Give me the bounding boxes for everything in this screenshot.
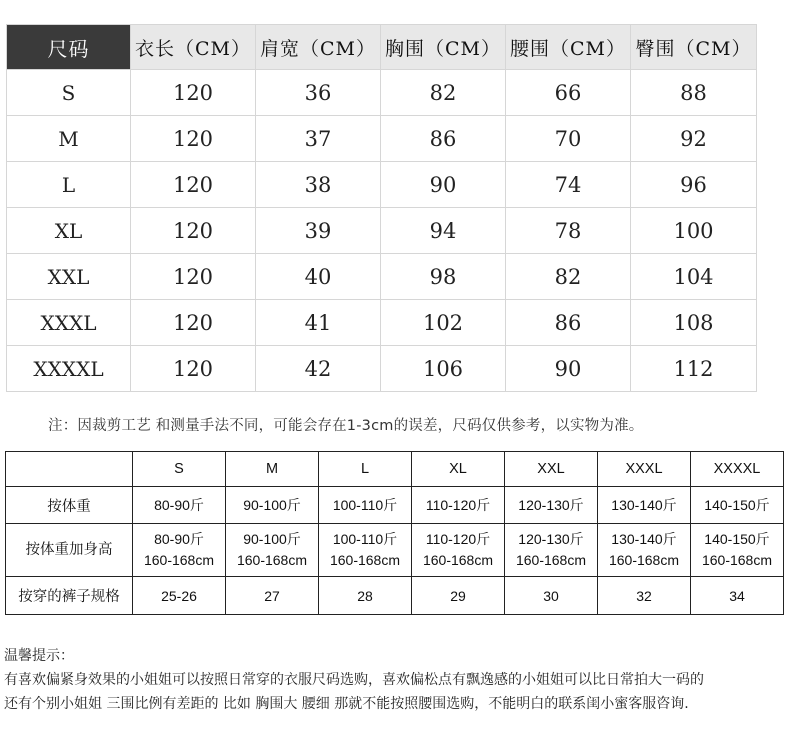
weight-height-cell (598, 524, 691, 577)
hip-cell: 96 (631, 162, 757, 208)
size-cell: XXXL (7, 300, 131, 346)
size-cell: XL (7, 208, 131, 254)
header-length: 衣长（CM） (131, 25, 256, 70)
hip-cell: 104 (631, 254, 757, 300)
table-row (7, 116, 757, 162)
weight-cell: 110-120斤 (412, 487, 505, 524)
weight-value: 110-120斤 (425, 531, 491, 547)
bust-cell: 82 (381, 70, 506, 116)
table-row (7, 70, 757, 116)
by-pants-row (6, 577, 784, 615)
waist-cell: 86 (506, 300, 631, 346)
tips-line: 有喜欢偏紧身效果的小姐姐可以按照日常穿的衣服尺码选购，喜欢偏松点有飘逸感的小姐姐可以比日常拍大一码的 (4, 672, 704, 688)
pants-cell: 32 (598, 577, 691, 615)
shoulder-cell: 40 (256, 254, 381, 300)
header-waist: 腰围（CM） (506, 25, 631, 70)
weight-cell: 130-140斤 (598, 487, 691, 524)
height-value: 160-168cm (701, 552, 773, 568)
weight-value: 130-140斤 (611, 531, 677, 547)
length-cell: 120 (131, 70, 256, 116)
tips-block (4, 644, 704, 716)
pants-cell: 25-26 (133, 577, 226, 615)
by-weight-height-label: 按体重加身高 (6, 524, 133, 577)
guide-header-size: XXXL (598, 452, 691, 487)
weight-cell: 140-150斤 (691, 487, 784, 524)
by-weight-label: 按体重 (6, 487, 133, 524)
shoulder-cell: 37 (256, 116, 381, 162)
tips-title: 温馨提示： (4, 648, 74, 664)
bust-cell: 90 (381, 162, 506, 208)
size-cell: S (7, 70, 131, 116)
height-value: 160-168cm (515, 552, 587, 568)
weight-value: 140-150斤 (704, 531, 770, 547)
waist-cell: 82 (506, 254, 631, 300)
measurement-note: 注：因裁剪工艺 和测量手法不同，可能会存在1-3cm的误差，尺码仅供参考，以实物为准。 (48, 418, 644, 434)
weight-cell: 90-100斤 (226, 487, 319, 524)
guide-header-size: XL (412, 452, 505, 487)
table-row (7, 346, 757, 392)
size-guide-table (5, 451, 784, 615)
guide-header-size: M (226, 452, 319, 487)
header-size: 尺码 (7, 25, 131, 70)
bust-cell: 94 (381, 208, 506, 254)
waist-cell: 78 (506, 208, 631, 254)
table-row (7, 300, 757, 346)
height-value: 160-168cm (608, 552, 680, 568)
height-value: 160-168cm (422, 552, 494, 568)
shoulder-cell: 42 (256, 346, 381, 392)
shoulder-cell: 38 (256, 162, 381, 208)
hip-cell: 100 (631, 208, 757, 254)
waist-cell: 74 (506, 162, 631, 208)
guide-header-empty (6, 452, 133, 487)
length-cell: 120 (131, 208, 256, 254)
weight-value: 100-110斤 (332, 531, 398, 547)
size-cell: XXXXL (7, 346, 131, 392)
weight-height-cell (505, 524, 598, 577)
weight-value: 80-90斤 (154, 531, 204, 547)
hip-cell: 92 (631, 116, 757, 162)
guide-header-row (6, 452, 784, 487)
weight-value: 90-100斤 (243, 531, 301, 547)
by-pants-label: 按穿的裤子规格 (6, 577, 133, 615)
bust-cell: 106 (381, 346, 506, 392)
pants-cell: 34 (691, 577, 784, 615)
height-value: 160-168cm (329, 552, 401, 568)
size-cell: L (7, 162, 131, 208)
weight-height-cell (691, 524, 784, 577)
hip-cell: 88 (631, 70, 757, 116)
length-cell: 120 (131, 346, 256, 392)
length-cell: 120 (131, 116, 256, 162)
weight-height-cell (319, 524, 412, 577)
guide-header-size: XXXXL (691, 452, 784, 487)
weight-height-cell (412, 524, 505, 577)
header-bust: 胸围（CM） (381, 25, 506, 70)
pants-cell: 30 (505, 577, 598, 615)
shoulder-cell: 39 (256, 208, 381, 254)
hip-cell: 108 (631, 300, 757, 346)
pants-cell: 28 (319, 577, 412, 615)
shoulder-cell: 36 (256, 70, 381, 116)
shoulder-cell: 41 (256, 300, 381, 346)
length-cell: 120 (131, 162, 256, 208)
bust-cell: 98 (381, 254, 506, 300)
by-weight-row (6, 487, 784, 524)
size-table (6, 24, 757, 392)
table-row (7, 254, 757, 300)
by-weight-height-row (6, 524, 784, 577)
size-table-header (7, 25, 757, 70)
weight-cell: 100-110斤 (319, 487, 412, 524)
bust-cell: 86 (381, 116, 506, 162)
guide-header-size: L (319, 452, 412, 487)
hip-cell: 112 (631, 346, 757, 392)
bust-cell: 102 (381, 300, 506, 346)
guide-header-size: XXL (505, 452, 598, 487)
pants-cell: 27 (226, 577, 319, 615)
weight-height-cell (226, 524, 319, 577)
waist-cell: 70 (506, 116, 631, 162)
pants-cell: 29 (412, 577, 505, 615)
length-cell: 120 (131, 254, 256, 300)
weight-cell: 80-90斤 (133, 487, 226, 524)
table-row (7, 162, 757, 208)
table-row (7, 208, 757, 254)
waist-cell: 66 (506, 70, 631, 116)
header-shoulder: 肩宽（CM） (256, 25, 381, 70)
tips-line: 还有个别小姐姐 三围比例有差距的 比如 胸围大 腰细 那就不能按照腰围选购，不能明白的联系闺小蜜客服咨询. (4, 696, 689, 712)
header-hip: 臀围（CM） (631, 25, 757, 70)
weight-value: 120-130斤 (518, 531, 584, 547)
weight-height-cell (133, 524, 226, 577)
size-cell: M (7, 116, 131, 162)
weight-cell: 120-130斤 (505, 487, 598, 524)
height-value: 160-168cm (143, 552, 215, 568)
size-cell: XXL (7, 254, 131, 300)
height-value: 160-168cm (236, 552, 308, 568)
guide-header-size: S (133, 452, 226, 487)
length-cell: 120 (131, 300, 256, 346)
waist-cell: 90 (506, 346, 631, 392)
